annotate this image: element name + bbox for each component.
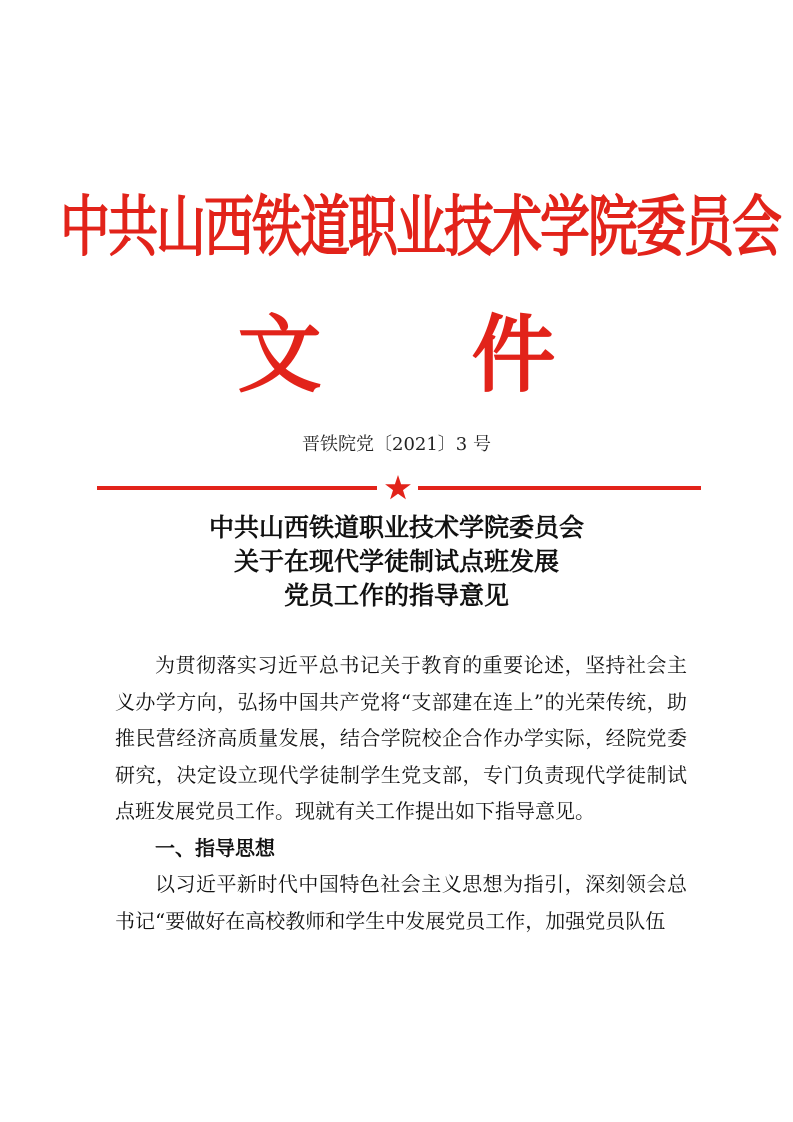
- star-icon: [384, 474, 412, 502]
- document-type-heading: [0, 300, 793, 410]
- red-divider-left: [97, 486, 377, 490]
- section-paragraph: 以习近平新时代中国特色社会主义思想为指引，深刻领会总书记“要做好在高校教师和学生中发展党员工作，加强党员队伍: [115, 872, 687, 933]
- document-title-line: 党员工作的指导意见: [283, 581, 509, 610]
- document-title-line: 中共山西铁道职业技术学院委员会: [208, 513, 584, 542]
- issuing-organization-title: 中共山西铁道职业技术学院委员会: [60, 187, 780, 266]
- document-number: 晋铁院党〔2021〕3 号: [302, 434, 491, 455]
- document-title: [0, 511, 793, 613]
- document-body: [115, 647, 687, 939]
- red-divider-right: [418, 486, 701, 490]
- document-word-wen: 文: [237, 305, 322, 404]
- document-title-line: 关于在现代学徒制试点班发展: [233, 547, 559, 576]
- document-word-jian: 件: [471, 305, 556, 404]
- intro-paragraph: 为贯彻落实习近平总书记关于教育的重要论述，坚持社会主义办学方向，弘扬中国共产党将“支部建在连上”的光荣传统，助推民营经济高质量发展，结合学院校企合作办学实际，经院党委研究，决定设立现代学徒制学生党支部，专门负责现代学徒制试点班发展党员工作。现就有关工作提出如下指导意见。: [115, 653, 687, 823]
- section-heading: 一、指导思想: [155, 835, 275, 860]
